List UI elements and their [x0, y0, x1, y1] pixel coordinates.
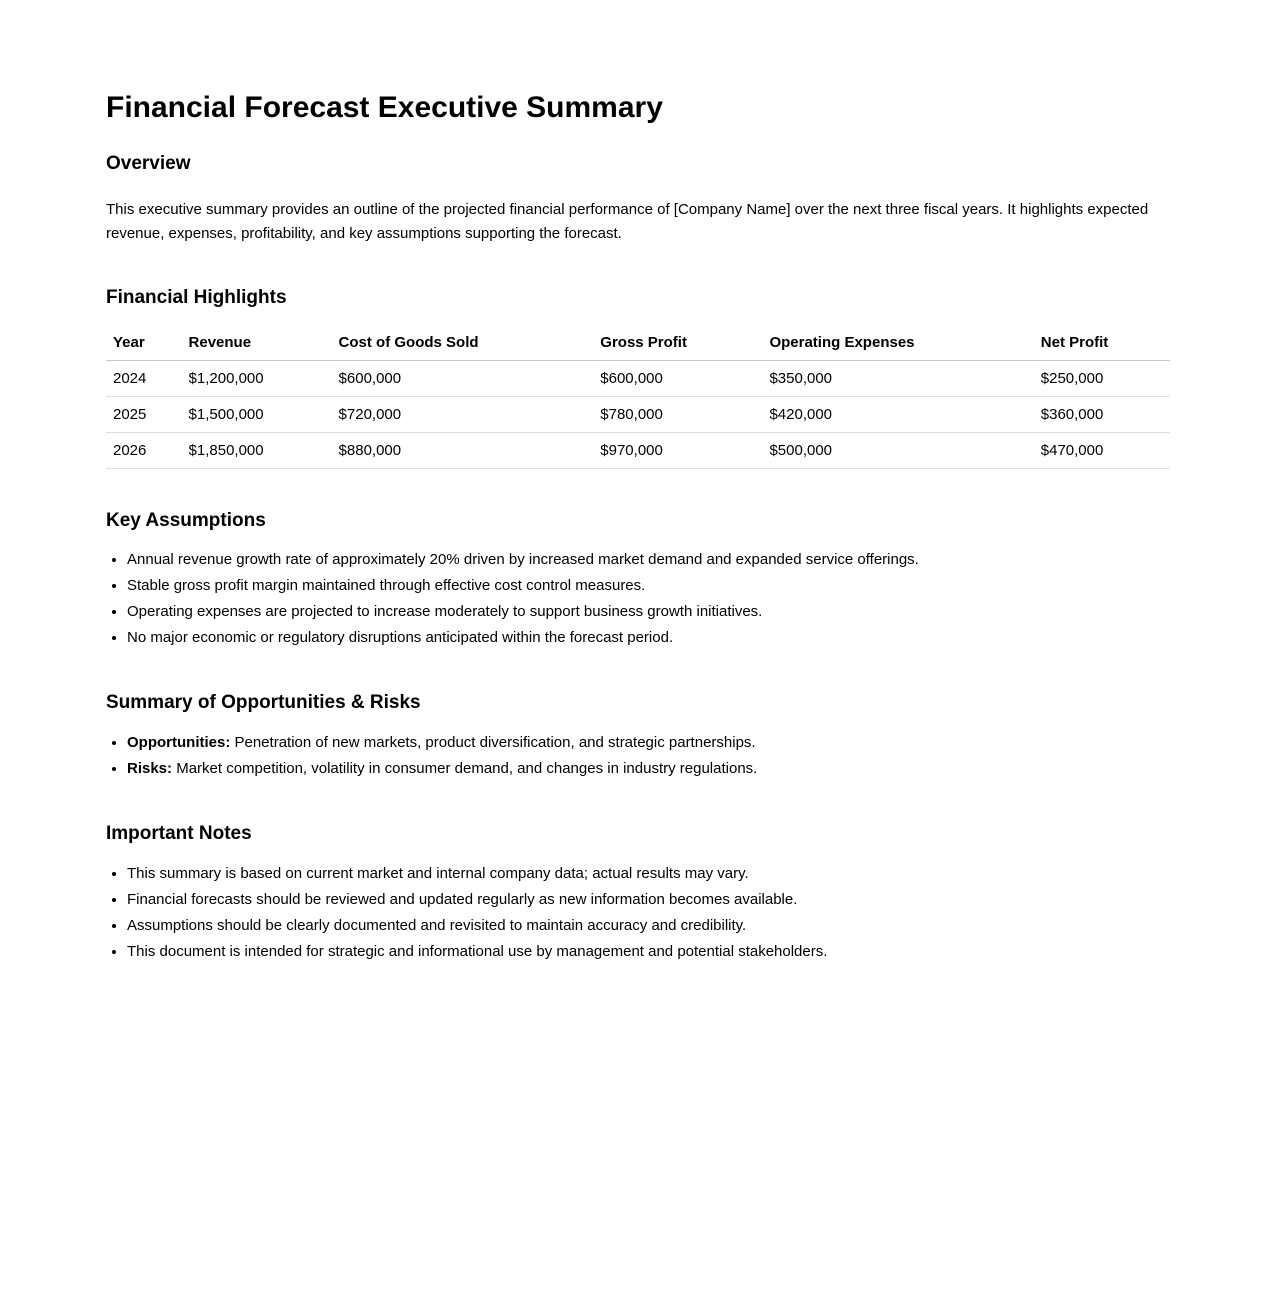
list-item: • This document is intended for strategic and informational use by management and potential stakeholders.	[127, 939, 1170, 965]
list-item: • This summary is based on current market and internal company data; actual results may vary.	[127, 861, 1170, 887]
table-cell: $350,000	[762, 360, 1033, 396]
table-cell: $250,000	[1034, 360, 1170, 396]
list-item: • Stable gross profit margin maintained through effective cost control measures.	[127, 573, 1170, 599]
financial-highlights-table	[106, 325, 1170, 469]
table-cell: $600,000	[593, 360, 762, 396]
table-row	[106, 360, 1170, 396]
column-header-net-profit: Net Profit	[1034, 325, 1170, 361]
overview-paragraph: This executive summary provides an outline of the projected financial performance of [Company Name] over the next three fiscal years. It highlights expected revenue, expenses, profitability, and key assumptions supporting the forecast.	[106, 200, 1149, 242]
key-assumptions-heading: Key Assumptions	[106, 509, 266, 531]
overview-heading: Overview	[106, 153, 191, 174]
table-cell: $1,500,000	[182, 396, 332, 432]
key-assumptions-list	[106, 547, 1170, 651]
table-header-row	[106, 325, 1170, 361]
column-header-gross-profit: Gross Profit	[593, 325, 762, 361]
opportunities-risks-list	[106, 730, 1170, 782]
list-item-label: Opportunities:	[127, 734, 231, 751]
list-item: • No major economic or regulatory disruptions anticipated within the forecast period.	[127, 625, 1170, 651]
table-cell: $360,000	[1034, 396, 1170, 432]
list-item: • Financial forecasts should be reviewed and updated regularly as new information becomes available.	[127, 887, 1170, 913]
table-cell: $720,000	[332, 396, 594, 432]
list-item-text: Penetration of new markets, product diversification, and strategic partnerships.	[230, 734, 756, 751]
table-cell: 2024	[106, 360, 182, 396]
list-item	[127, 730, 1170, 756]
table-cell: $420,000	[762, 396, 1033, 432]
table-cell: $780,000	[593, 396, 762, 432]
important-notes-list	[106, 861, 1170, 965]
column-header-operating-expenses: Operating Expenses	[762, 325, 1033, 361]
column-header-year: Year	[106, 325, 182, 361]
column-header-cogs: Cost of Goods Sold	[332, 325, 594, 361]
table-cell: $1,850,000	[182, 432, 332, 468]
table-cell: $500,000	[762, 432, 1033, 468]
table-cell: $970,000	[593, 432, 762, 468]
list-item	[127, 756, 1170, 782]
table-row	[106, 432, 1170, 468]
table-cell: $600,000	[332, 360, 594, 396]
list-item: • Operating expenses are projected to increase moderately to support business growth initiatives.	[127, 599, 1170, 625]
financial-highlights-heading: Financial Highlights	[106, 286, 287, 308]
table-cell: 2025	[106, 396, 182, 432]
table-row	[106, 396, 1170, 432]
table-cell: $470,000	[1034, 432, 1170, 468]
list-item-label: Risks:	[127, 760, 173, 777]
table-cell: 2026	[106, 432, 182, 468]
list-item: • Annual revenue growth rate of approximately 20% driven by increased market demand and expanded service offerings.	[127, 547, 1170, 573]
table-cell: $880,000	[332, 432, 594, 468]
table-cell: $1,200,000	[182, 360, 332, 396]
opportunities-risks-heading: Summary of Opportunities & Risks	[106, 692, 421, 714]
important-notes-heading: Important Notes	[106, 823, 252, 844]
list-item-text: Market competition, volatility in consumer demand, and changes in industry regulations.	[172, 760, 758, 777]
list-item: • Assumptions should be clearly documented and revisited to maintain accuracy and credibility.	[127, 913, 1170, 939]
page-title: Financial Forecast Executive Summary	[106, 91, 663, 124]
column-header-revenue: Revenue	[182, 325, 332, 361]
